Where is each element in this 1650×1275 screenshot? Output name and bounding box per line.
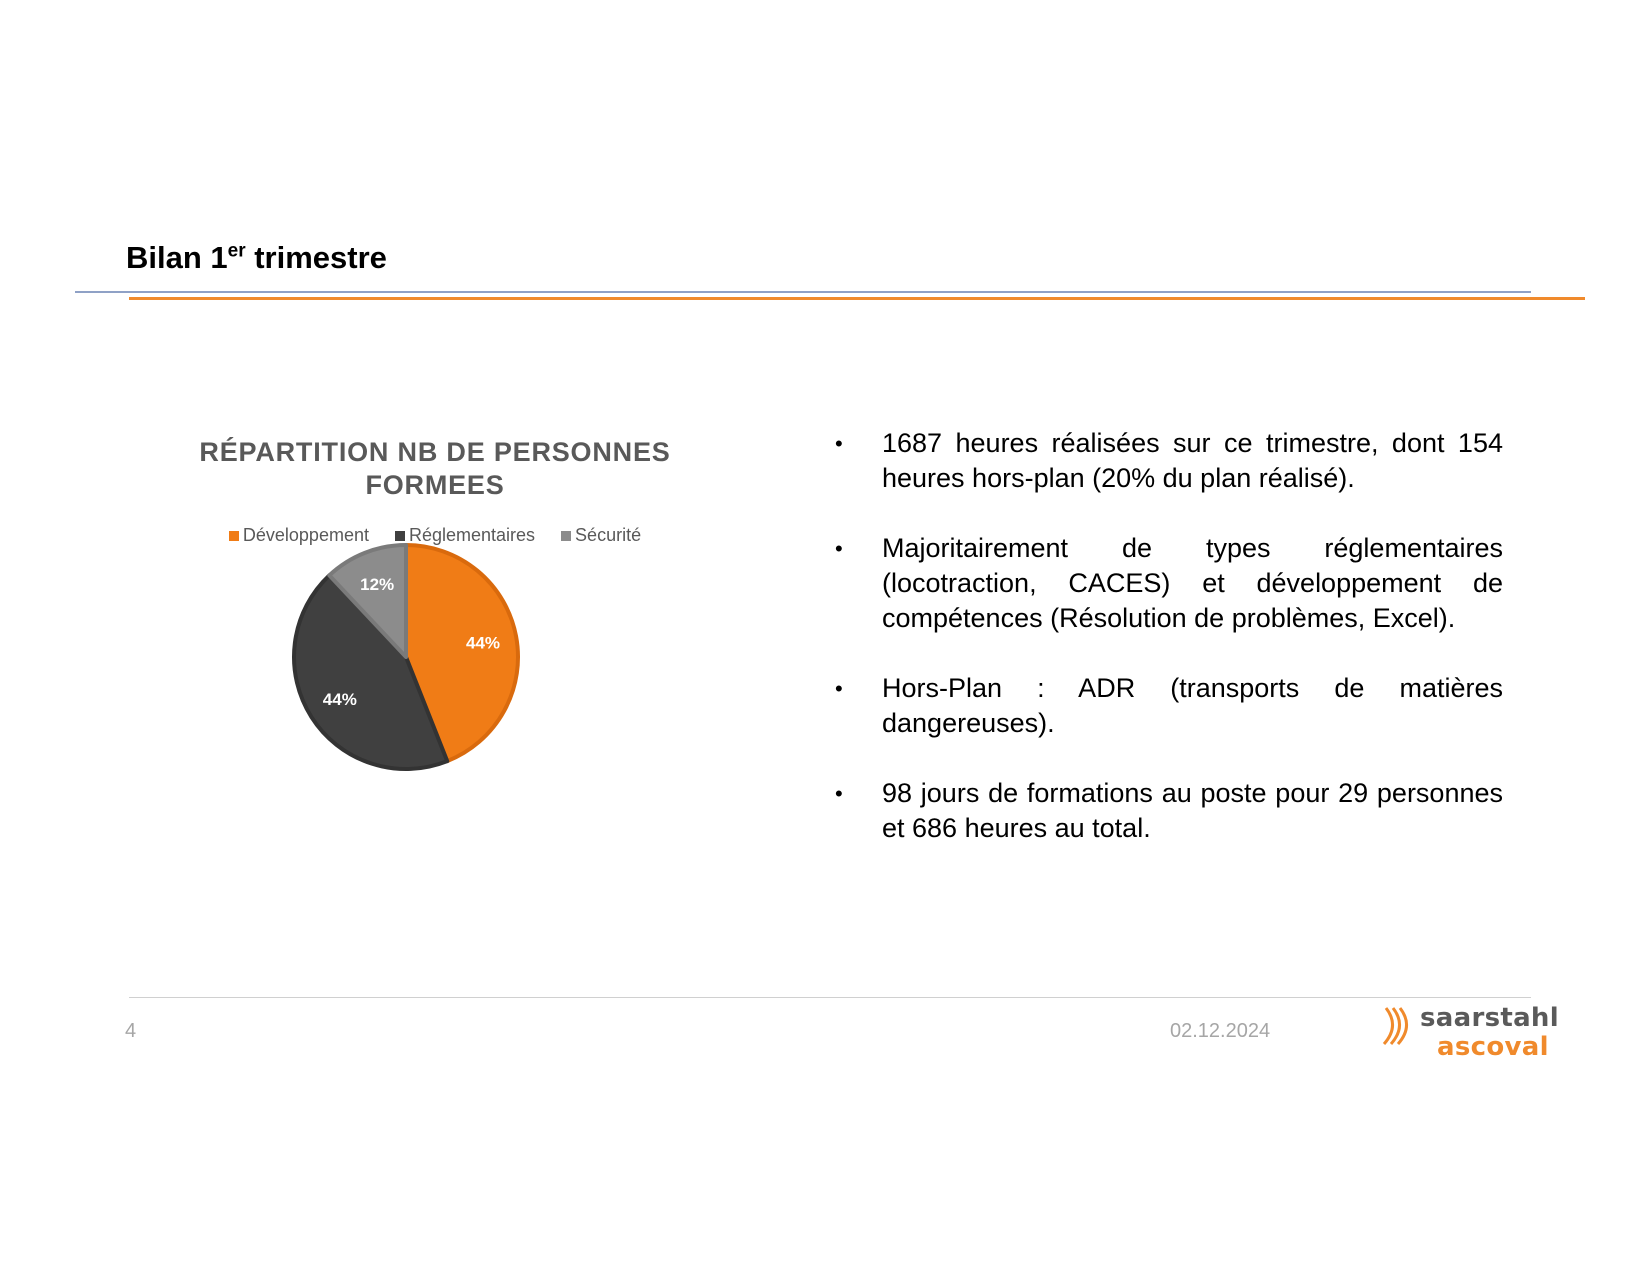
logo-wordmark-saarstahl: saarstahl <box>1420 1003 1559 1033</box>
data-label: 44% <box>465 633 501 653</box>
legend-label: Développement <box>242 525 369 545</box>
slide-title <box>126 240 387 276</box>
logo-arcs-icon <box>1382 1006 1416 1046</box>
page-number: 4 <box>125 1020 137 1042</box>
bullet-text: 1687 heures réalisées sur ce trimestre, dont 154 heures hors-plan (20% du plan réalisé). <box>882 428 1503 493</box>
bullet-item <box>830 671 1503 741</box>
pie-svg <box>120 430 750 830</box>
data-label: 12% <box>360 575 395 595</box>
bullet-marker: • <box>835 781 843 806</box>
pie-chart <box>120 430 750 830</box>
bullet-item <box>830 776 1503 846</box>
bullet-marker: • <box>835 536 843 561</box>
footer-divider <box>129 997 1531 998</box>
bullet-item <box>830 531 1503 636</box>
footer-date: 02.12.2024 <box>1170 1020 1271 1042</box>
bullet-text: 98 jours de formations au poste pour 29 personnes et 686 heures au total. <box>882 778 1503 843</box>
title-suffix: trimestre <box>245 240 387 275</box>
logo-wordmark-ascoval: ascoval <box>1437 1032 1549 1062</box>
legend-label: Sécurité <box>575 525 642 545</box>
title-divider-orange <box>129 297 1585 300</box>
title-prefix: Bilan 1 <box>126 240 228 275</box>
company-logo <box>1382 1003 1559 1063</box>
bullet-marker: • <box>835 676 843 701</box>
bullet-item <box>830 426 1503 496</box>
data-label: 44% <box>322 690 357 710</box>
title-superscript: er <box>227 240 246 262</box>
legend-label: Réglementaires <box>408 525 536 545</box>
chart-title-line-1: RÉPARTITION NB DE PERSONNES <box>199 437 671 467</box>
bullet-text: Majoritairement de types réglementaires (locotraction, CACES) et développement de compétences (Résolution de problèmes, Excel). <box>882 533 1503 633</box>
bullet-list <box>830 426 1503 881</box>
bullet-marker: • <box>835 431 843 456</box>
bullet-text: Hors-Plan : ADR (transports de matières dangereuses). <box>882 673 1503 738</box>
chart-title-line-2: FORMEES <box>365 470 505 500</box>
title-divider-blue <box>75 291 1531 293</box>
